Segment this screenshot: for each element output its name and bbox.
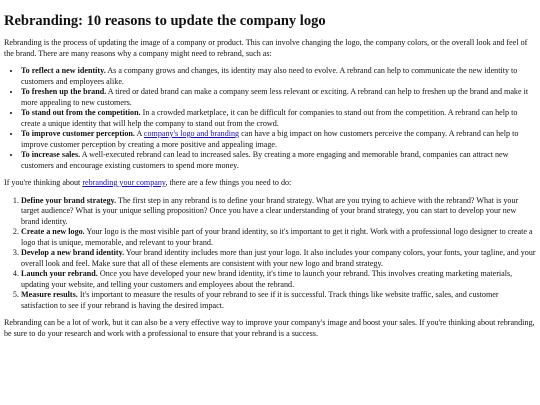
list-item [21,129,536,150]
list-item-title: To stand out from the competition. [21,108,141,117]
list-item-title: To improve customer perception. [21,129,135,138]
list-item-title: Launch your rebrand. [21,269,98,278]
list-item [21,87,536,108]
list-item-text: Your brand identity includes more than just your logo. It also includes your company colors, your fonts, your tagline, and your overall look and feel. Make sure that all of these elements are consistent with your new logo and brand strategy. [21,248,536,268]
intro-paragraph: Rebranding is the process of updating the image of a company or product. This can involve changing the logo, the company colors, or the overall look and feel of the brand. There are many reasons why a company might need to rebrand, such as: [4,38,528,58]
list-item-title: To increase sales. [21,150,81,159]
rebranding-company-link[interactable]: rebranding your company [82,178,166,187]
list-item-text: In a crowded marketplace, it can be difficult for companies to stand out from the competition. A rebrand can help to create a unique identity that will help the company to stand out from the crowd. [21,108,518,128]
list-item [21,108,536,129]
list-item [21,150,536,171]
list-item-text: Once you have developed your new brand identity, it's time to launch your rebrand. This involves creating marketing materials, updating your website, and telling your customers and employees about the rebrand. [21,269,513,289]
list-item-title: To freshen up the brand. [21,87,107,96]
list-item [21,290,536,311]
list-item-text: It's important to measure the results of your rebrand to see if it is successful. Track things like website traffic, sales, and customer satisfaction to see if your rebrand is having the desired impact. [21,290,499,310]
conclusion-paragraph: Rebranding can be a lot of work, but it can also be a very effective way to improve your company's image and boost your sales. If you're thinking about rebranding, be sure to do your research and work with a professional to ensure that your rebrand is a success. [4,318,535,338]
list-item [21,248,536,269]
reasons-list [4,66,536,171]
list-item [21,227,536,248]
steps-intro-paragraph [4,178,536,189]
list-item-title: To reflect a new identity. [21,66,106,75]
steps-intro-text: , there are a few things you need to do: [165,178,292,187]
list-item-text: As a company grows and changes, its identity may also need to evolve. A rebrand can help to communicate the new identity to customers and employees alike. [21,66,518,86]
list-item-text: Your logo is the most visible part of your brand identity, so it's important to get it right. Work with a professional logo designer to create a logo that is unique, memorable, and relevant to your brand. [21,227,533,247]
list-item-title: Develop a new brand identity. [21,248,125,257]
list-item-text: A [134,129,144,138]
list-item-text: A tired or dated brand can make a company seem less relevant or exciting. A rebrand can help to freshen up the brand and make it more appealing to new customers. [21,87,529,107]
steps-intro-text: If you're thinking about [4,178,83,187]
list-item-text: can have a big impact on how customers perceive the company. A rebrand can help to improve customer perception by creating a more positive and appealing image. [21,129,519,149]
steps-list [4,196,536,312]
list-item-title: Define your brand strategy. [21,195,117,205]
list-item-text: The first step in any rebrand is to define your brand strategy. What are you trying to achieve with the rebrand? What is your target audience? What is your unique selling proposition? Once you have a clear understanding of your brand strategy, you can start to develop your new brand identity. [21,195,519,226]
list-item [21,196,536,228]
page-title: Rebranding: 10 reasons to update the company logo [4,13,326,29]
list-item-title: Create a new logo. [21,227,85,236]
logo-branding-link[interactable]: company's logo and branding [143,129,240,138]
list-item [21,269,536,290]
list-item-title: Measure results. [21,290,78,299]
list-item-text: A well-executed rebrand can lead to increased sales. By creating a more engaging and memorable brand, companies can attract new customers and encourage existing customers to spend more money. [21,150,509,170]
list-item [21,66,536,87]
